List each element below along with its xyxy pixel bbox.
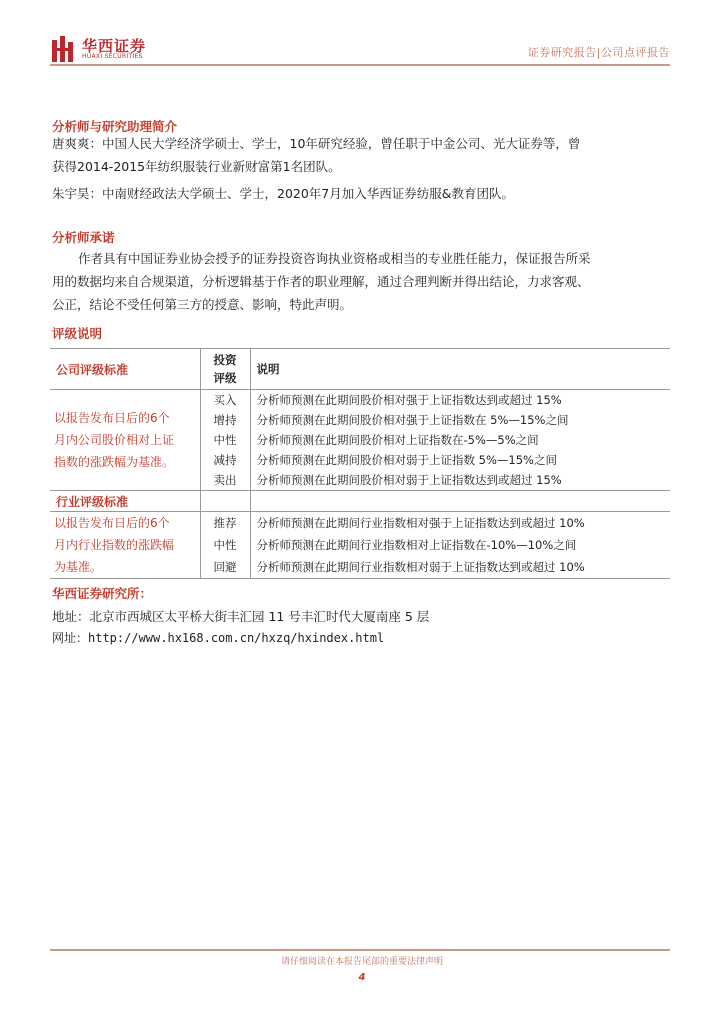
institute-website[interactable]: 网址：http://www.hx168.com.cn/hxzq/hxindex.html xyxy=(52,631,385,645)
industry-rating-header xyxy=(50,491,670,512)
institute-title: 华西证券研究所： xyxy=(52,586,153,601)
commitment-line1: 作者具有中国证券业协会授予的证券投资咨询执业资格或相当的专业胜任能力，保证报告所采 xyxy=(78,251,591,266)
header-divider xyxy=(50,64,670,66)
company-basis-line3: 指数的涨跌幅为基准。 xyxy=(54,455,175,469)
huaxi-logo-icon xyxy=(52,36,74,62)
empty-cell xyxy=(250,491,670,512)
analyst-1-bio-line2: 获得2014-2015年纺织服装行业新财富第1名团队。 xyxy=(52,159,341,174)
logo-text-en: HUAXI SECURITIES xyxy=(82,53,143,60)
footer-disclaimer: 请仔细阅读在本报告尾部的重要法律声明 xyxy=(280,957,443,967)
grade-cell: 推荐 xyxy=(200,512,250,535)
analyst-intro-title: 分析师与研究助理简介 xyxy=(52,119,178,134)
desc-cell: 分析师预测在此期间行业指数相对上证指数在-10%—10%之间 xyxy=(256,537,577,552)
desc-cell: 分析师预测在此期间股价相对强于上证指数在 5%—15%之间 xyxy=(256,413,569,427)
grade-header-line1: 投资 xyxy=(213,353,237,367)
company-rating-basis xyxy=(50,390,200,491)
company-basis-line1: 以报告发布日后的6个 xyxy=(54,411,170,425)
desc-cell: 分析师预测在此期间行业指数相对弱于上证指数达到或超过 10% xyxy=(250,556,670,579)
rating-table xyxy=(50,348,670,579)
analyst-1-bio-line1: 唐爽爽：中国人民大学经济学硕士、学士，10年研究经验，曾任职于中金公司、光大证券等，曾 xyxy=(52,136,581,151)
commitment-text xyxy=(52,247,672,316)
desc-cell: 分析师预测在此期间股价相对弱于上证指数 5%—15%之间 xyxy=(256,453,557,467)
page-number: 4 xyxy=(358,972,366,983)
report-type-label: 证券研究报告|公司点评报告 xyxy=(527,46,670,59)
analyst-1-bio xyxy=(52,132,672,178)
analyst-2-bio: 朱宇昊：中南财经政法大学硕士、学士，2020年7月加入华西证券纺服&教育团队。 xyxy=(52,186,515,201)
commitment-line3: 公正，结论不受任何第三方的授意、影响，特此声明。 xyxy=(52,297,353,312)
desc-cell: 分析师预测在此期间股价相对弱于上证指数达到或超过 15% xyxy=(250,470,670,491)
grade-cell: 卖出 xyxy=(200,470,250,491)
commitment-line2: 用的数据均来自合规渠道，分析逻辑基于作者的职业理解，通过合理判断并得出结论，力求客观、 xyxy=(52,274,590,289)
rating-title: 评级说明 xyxy=(52,326,103,341)
grade-cell: 中性 xyxy=(200,430,250,450)
desc-cell: 分析师预测在此期间行业指数相对强于上证指数达到或超过 10% xyxy=(256,516,585,530)
logo-text-cn: 华西证券 xyxy=(82,37,147,55)
table-row xyxy=(50,390,670,411)
desc-column-header: 说明 xyxy=(250,349,670,390)
rating-table-header xyxy=(50,349,670,390)
industry-basis-line1: 以报告发布日后的6个 xyxy=(54,516,170,530)
table-row xyxy=(50,512,670,535)
industry-rating-basis xyxy=(50,512,200,579)
grade-column-header xyxy=(200,349,250,390)
industry-basis-line2: 月内行业指数的涨跌幅 xyxy=(54,538,175,552)
industry-basis-line3: 为基准。 xyxy=(54,560,103,574)
commitment-title: 分析师承诺 xyxy=(52,230,115,245)
company-rating-title: 公司评级标准 xyxy=(50,349,200,390)
grade-cell: 买入 xyxy=(200,390,250,411)
institute-address: 地址：北京市西城区太平桥大街丰汇园 11 号丰汇时代大厦南座 5 层 xyxy=(52,609,430,624)
grade-header-line2: 评级 xyxy=(213,371,237,385)
grade-cell: 增持 xyxy=(200,410,250,430)
empty-cell xyxy=(200,491,250,512)
grade-cell: 减持 xyxy=(200,450,250,470)
footer-divider xyxy=(50,949,670,951)
industry-rating-title: 行业评级标准 xyxy=(50,491,200,512)
desc-cell: 分析师预测在此期间股价相对上证指数在-5%—5%之间 xyxy=(256,433,539,447)
grade-cell: 中性 xyxy=(200,534,250,556)
company-basis-line2: 月内公司股价相对上证 xyxy=(54,433,175,447)
desc-cell: 分析师预测在此期间股价相对强于上证指数达到或超过 15% xyxy=(256,393,562,407)
grade-cell: 回避 xyxy=(200,556,250,579)
